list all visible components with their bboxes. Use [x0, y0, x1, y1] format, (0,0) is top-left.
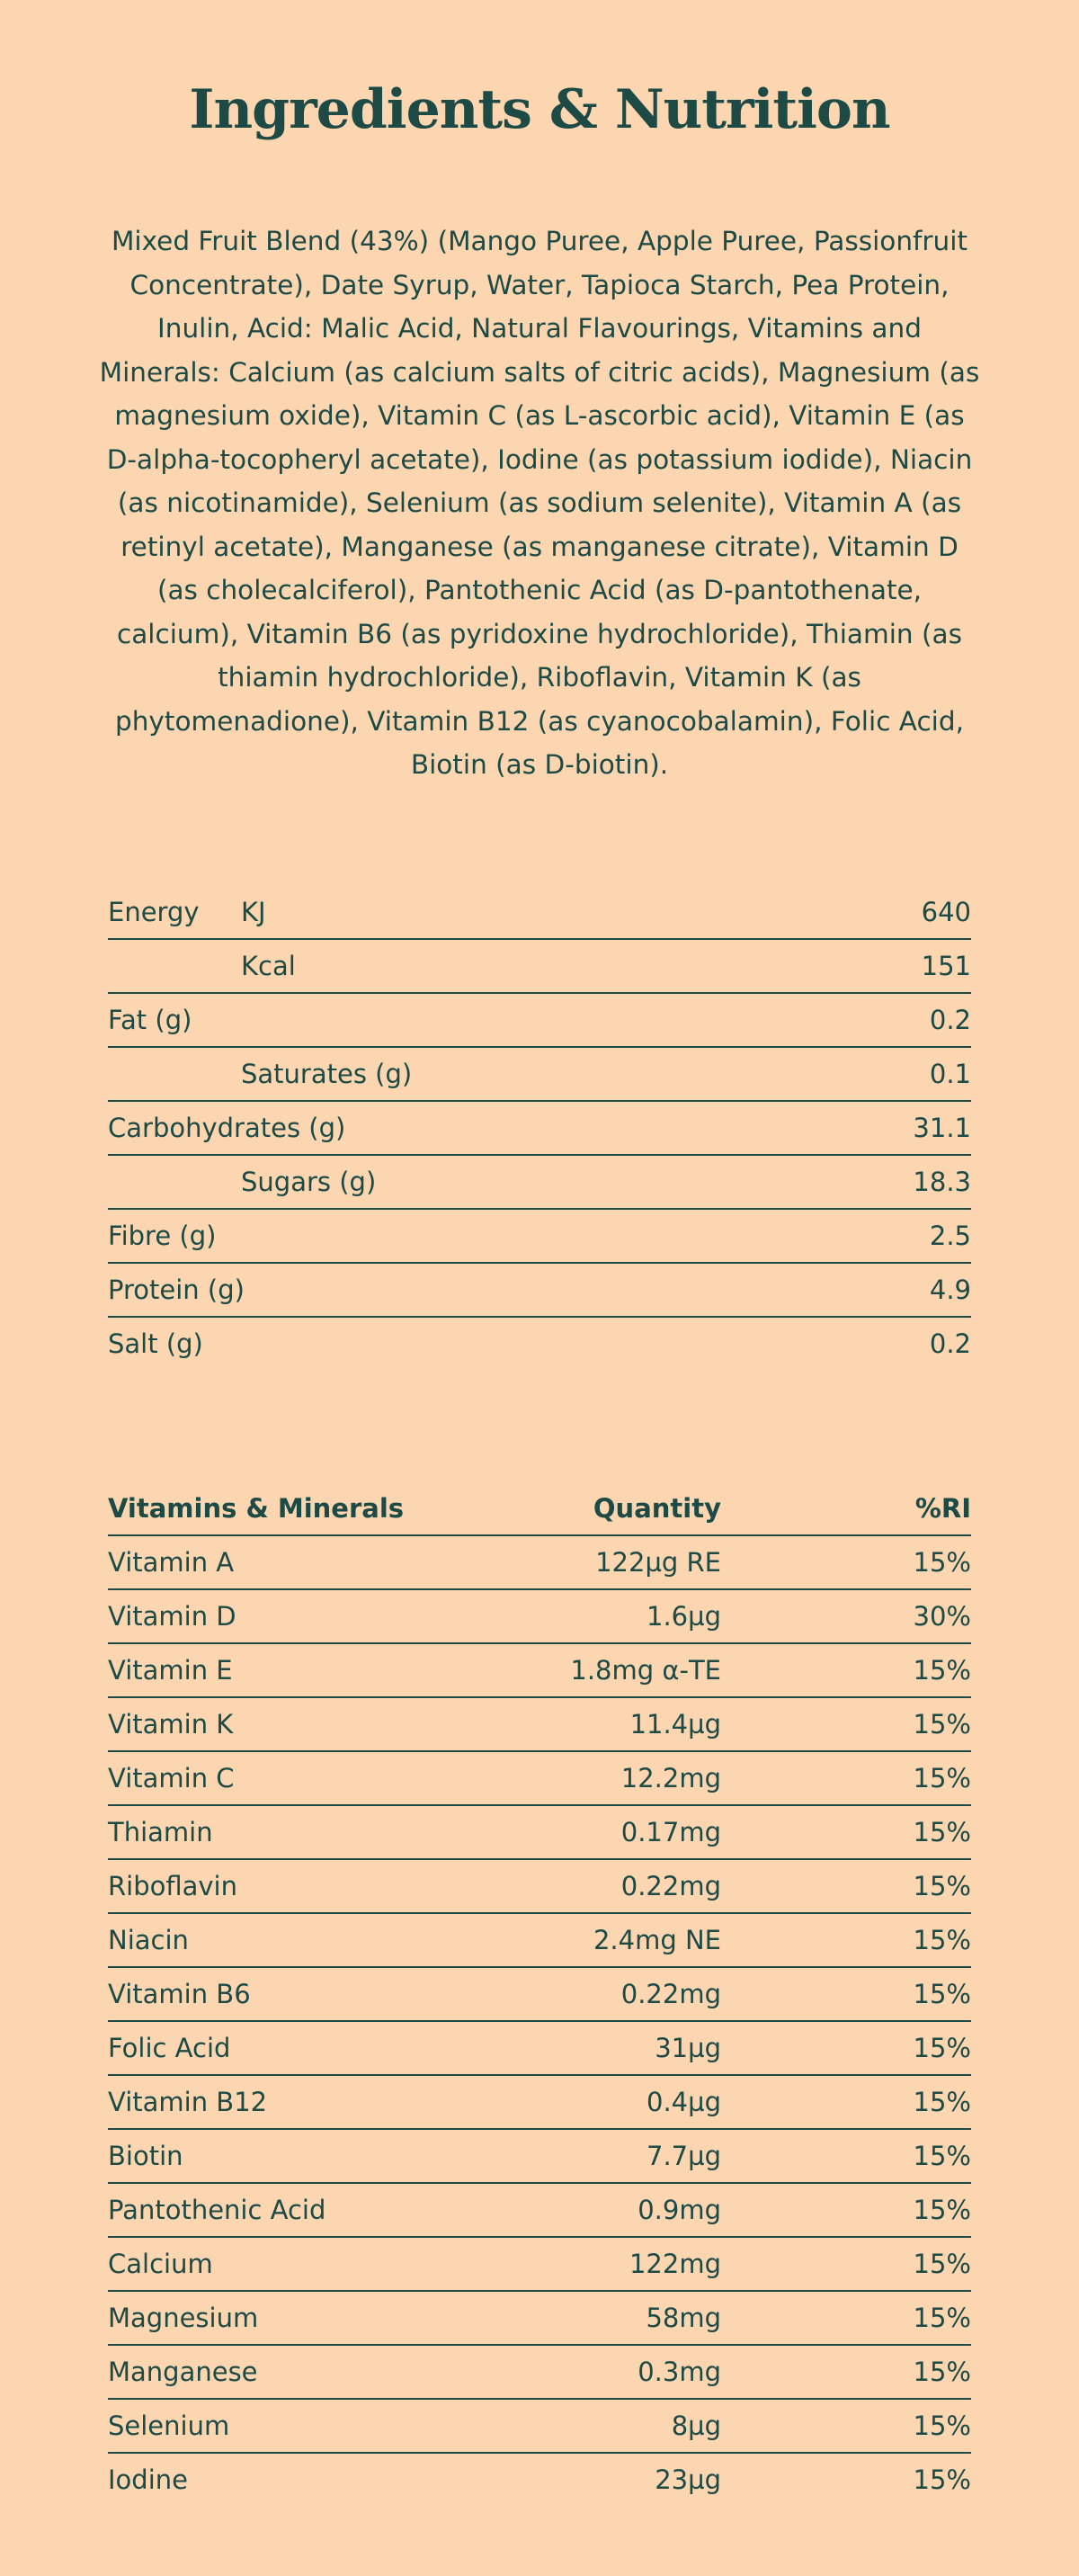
vitamin-name: Calcium — [108, 2249, 213, 2279]
vitamin-ri: 15% — [913, 1763, 971, 1793]
vitamin-ri: 15% — [913, 2033, 971, 2063]
vitamins-header-ri: %RI — [914, 1493, 971, 1524]
vitamin-name: Vitamin D — [108, 1601, 236, 1632]
nutrition-table — [108, 886, 971, 1370]
vitamin-quantity: 23µg — [655, 2464, 721, 2495]
nutrition-label: Fat (g) — [108, 1005, 192, 1035]
nutrition-value: 151 — [921, 951, 971, 981]
vitamin-quantity: 0.4µg — [647, 2087, 721, 2117]
nutrition-value: 4.9 — [929, 1275, 971, 1305]
vitamin-quantity: 58mg — [646, 2303, 721, 2333]
vitamin-ri: 15% — [913, 2087, 971, 2117]
ingredients-text: Mixed Fruit Blend (43%) (Mango Puree, Apple Puree, Passionfruit Concentrate), Date Syrup, Water, Tapioca Starch, Pea Protein, Inulin, Acid: Malic Acid, Natural Flavourings, Vitamins and Minerals: Calcium (as calcium salts of citric acids), Magnesium (as magnesium oxide), Vitamin C (as L-ascorbic acid), Vitamin E (as D-alpha-tocopheryl acetate), Iodine (as potassium iodide), Niacin (as nicotinamide), Selenium (as sodium selenite), Vitamin A (as retinyl acetate), Manganese (as manganese citrate), Vitamin D (as cholecalciferol), Pantothenic Acid (as D-pantothenate, calcium), Vitamin B6 (as pyridoxine hydrochloride), Thiamin (as thiamin hydrochloride), Riboflavin, Vitamin K (as phytomenadione), Vitamin B12 (as cyanocobalamin), Folic Acid, Biotin (as D-biotin). — [99, 226, 980, 780]
nutrition-row-sugars — [108, 1156, 971, 1210]
vitamin-name: Iodine — [108, 2464, 188, 2495]
vitamin-row — [108, 2238, 971, 2292]
vitamin-row — [108, 1914, 971, 1968]
vitamin-quantity: 2.4mg NE — [593, 1925, 721, 1955]
vitamin-name: Vitamin A — [108, 1547, 235, 1578]
vitamin-row — [108, 1860, 971, 1914]
vitamin-row — [108, 1644, 971, 1698]
vitamin-quantity: 31µg — [655, 2033, 721, 2063]
nutrition-sublabel: Sugars (g) — [241, 1167, 377, 1197]
nutrition-label: Fibre (g) — [108, 1221, 217, 1251]
vitamin-quantity: 0.22mg — [620, 1979, 721, 2009]
nutrition-label: Carbohydrates (g) — [108, 1113, 346, 1143]
nutrition-label: Salt (g) — [108, 1328, 203, 1359]
vitamin-ri: 15% — [913, 2464, 971, 2495]
vitamin-row — [108, 1968, 971, 2022]
vitamin-row — [108, 2346, 971, 2400]
vitamin-ri: 15% — [913, 2141, 971, 2171]
vitamin-name: Folic Acid — [108, 2033, 231, 2063]
vitamin-name: Vitamin E — [108, 1655, 233, 1686]
vitamin-row — [108, 2292, 971, 2346]
nutrition-sublabel: Saturates (g) — [241, 1059, 413, 1089]
vitamin-ri: 15% — [913, 1979, 971, 2009]
vitamin-name: Vitamin K — [108, 1709, 234, 1740]
nutrition-value: 0.1 — [929, 1059, 971, 1089]
vitamin-name: Selenium — [108, 2411, 230, 2441]
vitamin-row — [108, 2454, 971, 2506]
vitamin-ri: 15% — [913, 2195, 971, 2225]
vitamin-name: Vitamin B6 — [108, 1979, 251, 2009]
vitamin-name: Pantothenic Acid — [108, 2195, 326, 2225]
vitamin-row — [108, 1806, 971, 1860]
nutrition-sublabel: Kcal — [241, 951, 296, 981]
vitamin-ri: 15% — [913, 1871, 971, 1901]
vitamin-name: Biotin — [108, 2141, 183, 2171]
vitamin-name: Vitamin B12 — [108, 2087, 268, 2117]
nutrition-value: 640 — [921, 897, 971, 927]
vitamin-quantity: 0.3mg — [638, 2357, 721, 2387]
vitamins-header-name: Vitamins & Minerals — [108, 1493, 405, 1524]
page-title: Ingredients & Nutrition — [189, 78, 890, 141]
vitamin-quantity: 122µg RE — [595, 1547, 721, 1578]
vitamin-ri: 15% — [913, 2249, 971, 2279]
vitamin-quantity: 11.4µg — [629, 1709, 721, 1740]
vitamin-quantity: 12.2mg — [620, 1763, 721, 1793]
vitamin-quantity: 0.22mg — [620, 1871, 721, 1901]
nutrition-value: 0.2 — [929, 1328, 971, 1359]
vitamin-ri: 15% — [913, 1547, 971, 1578]
vitamin-name: Riboflavin — [108, 1871, 237, 1901]
nutrition-row-energy-kcal — [108, 940, 971, 994]
vitamin-quantity: 0.9mg — [638, 2195, 721, 2225]
vitamins-table — [108, 1482, 971, 2506]
vitamin-quantity: 8µg — [671, 2411, 721, 2441]
vitamin-ri: 15% — [913, 1655, 971, 1686]
vitamin-row — [108, 1536, 971, 1590]
vitamin-row — [108, 1752, 971, 1806]
vitamin-name: Manganese — [108, 2357, 258, 2387]
nutrition-value: 0.2 — [929, 1005, 971, 1035]
vitamin-ri: 15% — [913, 1709, 971, 1740]
vitamin-name: Magnesium — [108, 2303, 259, 2333]
nutrition-row-energy-kj — [108, 886, 971, 940]
vitamin-name: Niacin — [108, 1925, 189, 1955]
nutrition-row-fibre — [108, 1210, 971, 1264]
vitamin-row — [108, 1698, 971, 1752]
nutrition-value: 2.5 — [929, 1221, 971, 1251]
vitamin-row — [108, 2400, 971, 2454]
vitamin-row — [108, 2076, 971, 2130]
vitamin-ri: 15% — [913, 2303, 971, 2333]
vitamin-row — [108, 2184, 971, 2238]
nutrition-row-protein — [108, 1264, 971, 1318]
vitamin-name: Thiamin — [108, 1817, 213, 1847]
vitamin-ri: 15% — [913, 2357, 971, 2387]
vitamin-ri: 15% — [913, 1925, 971, 1955]
vitamin-name: Vitamin C — [108, 1763, 235, 1793]
vitamin-row — [108, 2130, 971, 2184]
vitamin-quantity: 0.17mg — [620, 1817, 721, 1847]
vitamins-header-quantity: Quantity — [593, 1493, 721, 1524]
nutrition-row-saturates — [108, 1048, 971, 1102]
nutrition-value: 31.1 — [913, 1113, 971, 1143]
nutrition-sublabel: KJ — [241, 897, 266, 927]
vitamin-ri: 30% — [913, 1601, 971, 1632]
nutrition-row-fat — [108, 994, 971, 1048]
vitamin-ri: 15% — [913, 1817, 971, 1847]
vitamin-quantity: 7.7µg — [647, 2141, 721, 2171]
vitamin-row — [108, 1590, 971, 1644]
nutrition-value: 18.3 — [913, 1167, 971, 1197]
nutrition-row-salt — [108, 1318, 971, 1370]
vitamin-ri: 15% — [913, 2411, 971, 2441]
vitamins-header-row — [108, 1482, 971, 1536]
nutrition-label: Energy — [108, 897, 200, 927]
vitamin-quantity: 1.8mg α-TE — [570, 1655, 721, 1686]
vitamin-row — [108, 2022, 971, 2076]
vitamin-quantity: 122mg — [629, 2249, 721, 2279]
vitamin-quantity: 1.6µg — [647, 1601, 721, 1632]
nutrition-label: Protein (g) — [108, 1275, 245, 1305]
nutrition-row-carbohydrates — [108, 1102, 971, 1156]
